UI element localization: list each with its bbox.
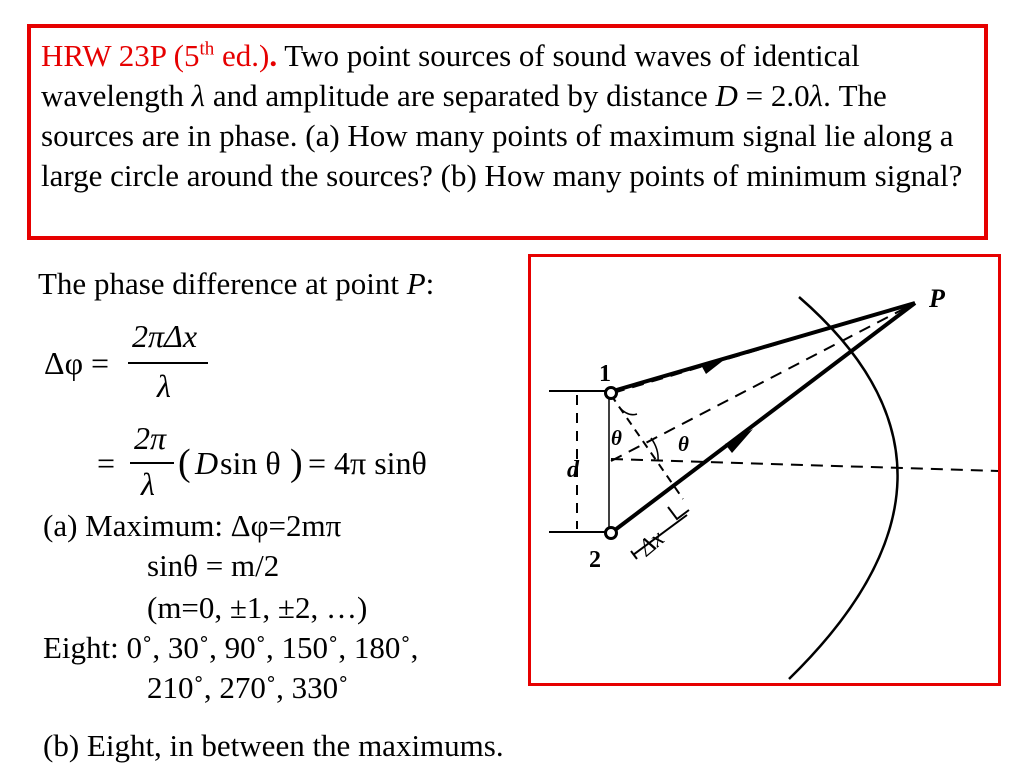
- right-angle-mark: [668, 507, 689, 519]
- figure-box: [528, 254, 1001, 686]
- problem-reference-sup: th: [199, 38, 215, 60]
- center-axis: [611, 459, 998, 471]
- answer-eight-line1: Eight: 0˚, 30˚, 90˚, 150˚, 180˚,: [43, 630, 419, 665]
- circle-arc: [789, 297, 898, 679]
- problem-reference-main: HRW 23P (5: [41, 38, 200, 73]
- eq2-close-paren: ): [290, 442, 303, 484]
- label-P: P: [929, 284, 945, 313]
- problem-reference-end: ed.): [214, 38, 270, 73]
- label-theta-1: θ: [611, 426, 622, 450]
- answer-b: (b) Eight, in between the maximums.: [43, 728, 504, 763]
- answer-a-line2: sinθ = m/2: [147, 548, 280, 583]
- source-2: [606, 528, 617, 539]
- eq1-fraction-bar: [128, 362, 208, 364]
- eq2-equals: =: [97, 445, 116, 481]
- answer-a-line3: (m=0, ±1, ±2, …): [147, 590, 368, 625]
- arrowhead-ray-1: [701, 356, 729, 374]
- eq2-denominator: λ: [141, 466, 155, 502]
- eq2-rhs: = 4π sinθ: [308, 445, 427, 481]
- answer-eight-line2: 210˚, 270˚, 330˚: [147, 670, 349, 705]
- problem-text-b: and amplitude are separated by distance: [205, 78, 716, 113]
- eq2-numerator: 2π: [134, 420, 167, 456]
- answer-a-line1: (a) Maximum: Δφ=2mπ: [43, 508, 342, 543]
- phase-intro-text: The phase difference at point: [38, 266, 407, 301]
- problem-text-a: Two point sources of sound waves of identical wavelength: [41, 38, 860, 113]
- label-theta-2: θ: [678, 432, 689, 456]
- problem-lambda-1: λ: [191, 78, 206, 113]
- eq1-denominator: λ: [157, 368, 171, 404]
- eq2-D: D: [195, 445, 219, 481]
- problem-lambda-2: λ: [809, 78, 824, 113]
- problem-D: D: [715, 78, 738, 113]
- ray-2-to-P: [611, 303, 915, 533]
- label-dx: Δx: [633, 525, 670, 562]
- two-source-diagram: [531, 257, 998, 683]
- problem-reference: [41, 38, 269, 73]
- arrowhead-ray-2: [725, 429, 753, 453]
- eq2-open-paren: (: [178, 442, 191, 484]
- eq1-numerator: 2πΔx: [132, 318, 198, 354]
- problem-text-d: . The sources are in phase. (a) How many points of maximum signal lie along a large circle around the sources? (b) How many points of minimum signal?: [41, 78, 963, 193]
- dashed-center-to-P: [611, 303, 915, 461]
- phase-intro-P: P: [406, 266, 426, 301]
- source-1: [606, 388, 617, 399]
- problem-text-c: = 2.0: [737, 78, 810, 113]
- eq1-lhs: Δφ =: [44, 345, 110, 381]
- problem-statement-box: [27, 24, 988, 240]
- phase-intro: [38, 266, 434, 302]
- phase-intro-colon: :: [425, 266, 435, 301]
- problem-reference-dot: .: [269, 38, 278, 73]
- label-d: d: [567, 457, 579, 483]
- label-source-1: 1: [599, 361, 611, 387]
- eq2-sin-theta: sin θ: [220, 445, 281, 481]
- eq2-fraction-bar: [130, 462, 174, 464]
- label-source-2: 2: [589, 547, 601, 573]
